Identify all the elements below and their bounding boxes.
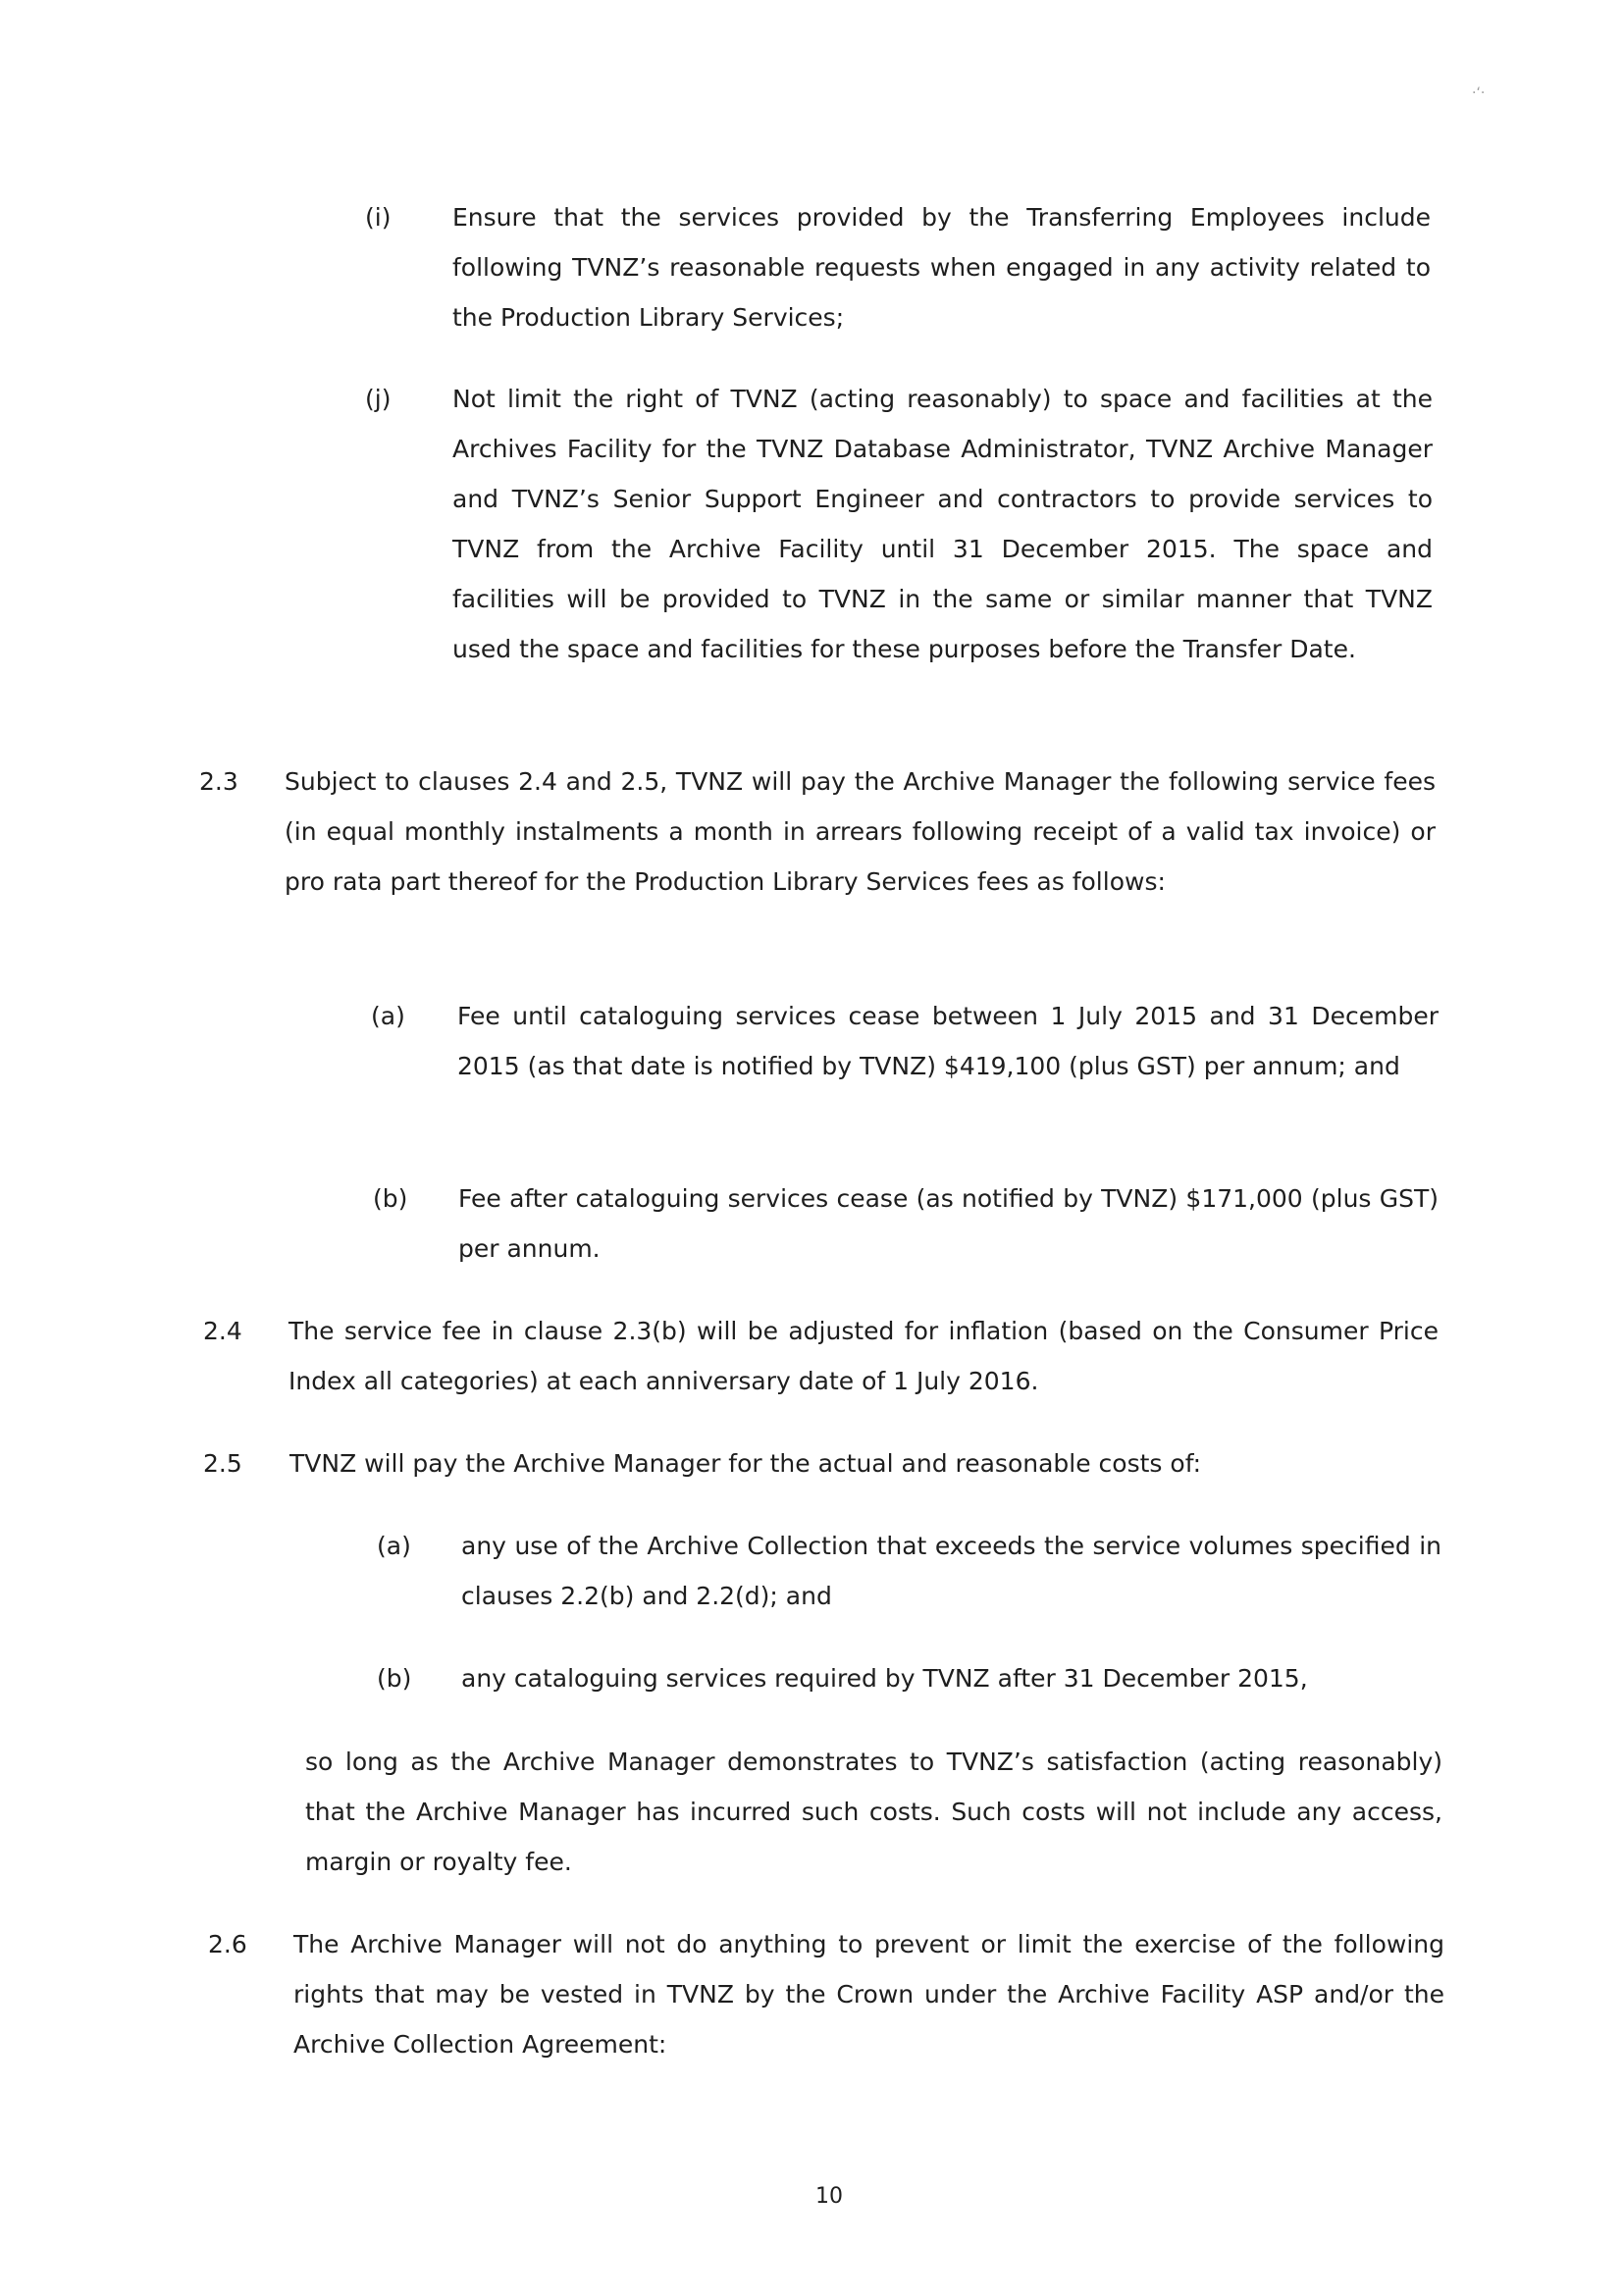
clause-2-3b-label: (b) [373,1184,408,1213]
clause-2-5a-text: any use of the Archive Collection that exceeds the service volumes specified in clauses 2.2(b) and 2.2(d); and [461,1532,1441,1610]
clause-2-3b-text: Fee after cataloguing services cease (as notified by TVNZ) $171,000 (plus GST) per annum. [458,1184,1439,1263]
clause-2-4-text: The service fee in clause 2.3(b) will be adjusted for inflation (based on the Consumer Price Index all categories) at each anniversary date of 1 July 2016. [288,1317,1439,1395]
clause-2-4-label: 2.4 [203,1317,242,1345]
clause-2-5-tail-text: so long as the Archive Manager demonstrates to TVNZ’s satisfaction (acting reasonably) that the Archive Manager has incurred such costs. Such costs will not include any access, margin or royalty fee. [305,1748,1442,1876]
clause-2-3a-text: Fee until cataloguing services cease between 1 July 2015 and 31 December 2015 (as that date is notified by TVNZ) $419,100 (plus GST) per annum; and [457,1002,1439,1080]
clause-2-5-text: TVNZ will pay the Archive Manager for the actual and reasonable costs of: [289,1449,1202,1478]
clause-2-5b-label: (b) [377,1664,412,1693]
page-number: 10 [815,2184,843,2209]
clause-2-6-text: The Archive Manager will not do anything to prevent or limit the exercise of the following rights that may be vested in TVNZ by the Crown under the Archive Facility ASP and/or the Archive Collection Agreement: [293,1930,1444,2059]
scan-speck: ·‘· [1472,85,1486,101]
clause-i-label: (i) [365,203,392,232]
clause-2-5-label: 2.5 [203,1449,242,1478]
clause-j-label: (j) [365,385,392,413]
clause-i-text: Ensure that the services provided by the Transferring Employees include following TVNZ’s reasonable requests when engaged in any activity related to the Production Library Services; [452,203,1431,332]
clause-2-6-label: 2.6 [208,1930,247,1958]
clause-2-5b-text: any cataloguing services required by TVNZ after 31 December 2015, [461,1664,1308,1693]
clause-j-text: Not limit the right of TVNZ (acting reasonably) to space and facilities at the Archives Facility for the TVNZ Database Administrator, TVNZ Archive Manager and TVNZ’s Senior Support Engineer and contractors to provide services to TVNZ from the Archive Facility until 31 December 2015. The space and facilities will be provided to TVNZ in the same or similar manner that TVNZ used the space and facilities for these purposes before the Transfer Date. [452,385,1433,663]
clause-2-3a-label: (a) [371,1002,405,1030]
clause-2-3-text: Subject to clauses 2.4 and 2.5, TVNZ will pay the Archive Manager the following service fees (in equal monthly instalments a month in arrears following receipt of a valid tax invoice) or pro rata part thereof for the Production Library Services fees as follows: [285,767,1436,896]
clause-2-5a-label: (a) [377,1532,411,1560]
clause-2-3-label: 2.3 [199,767,238,796]
